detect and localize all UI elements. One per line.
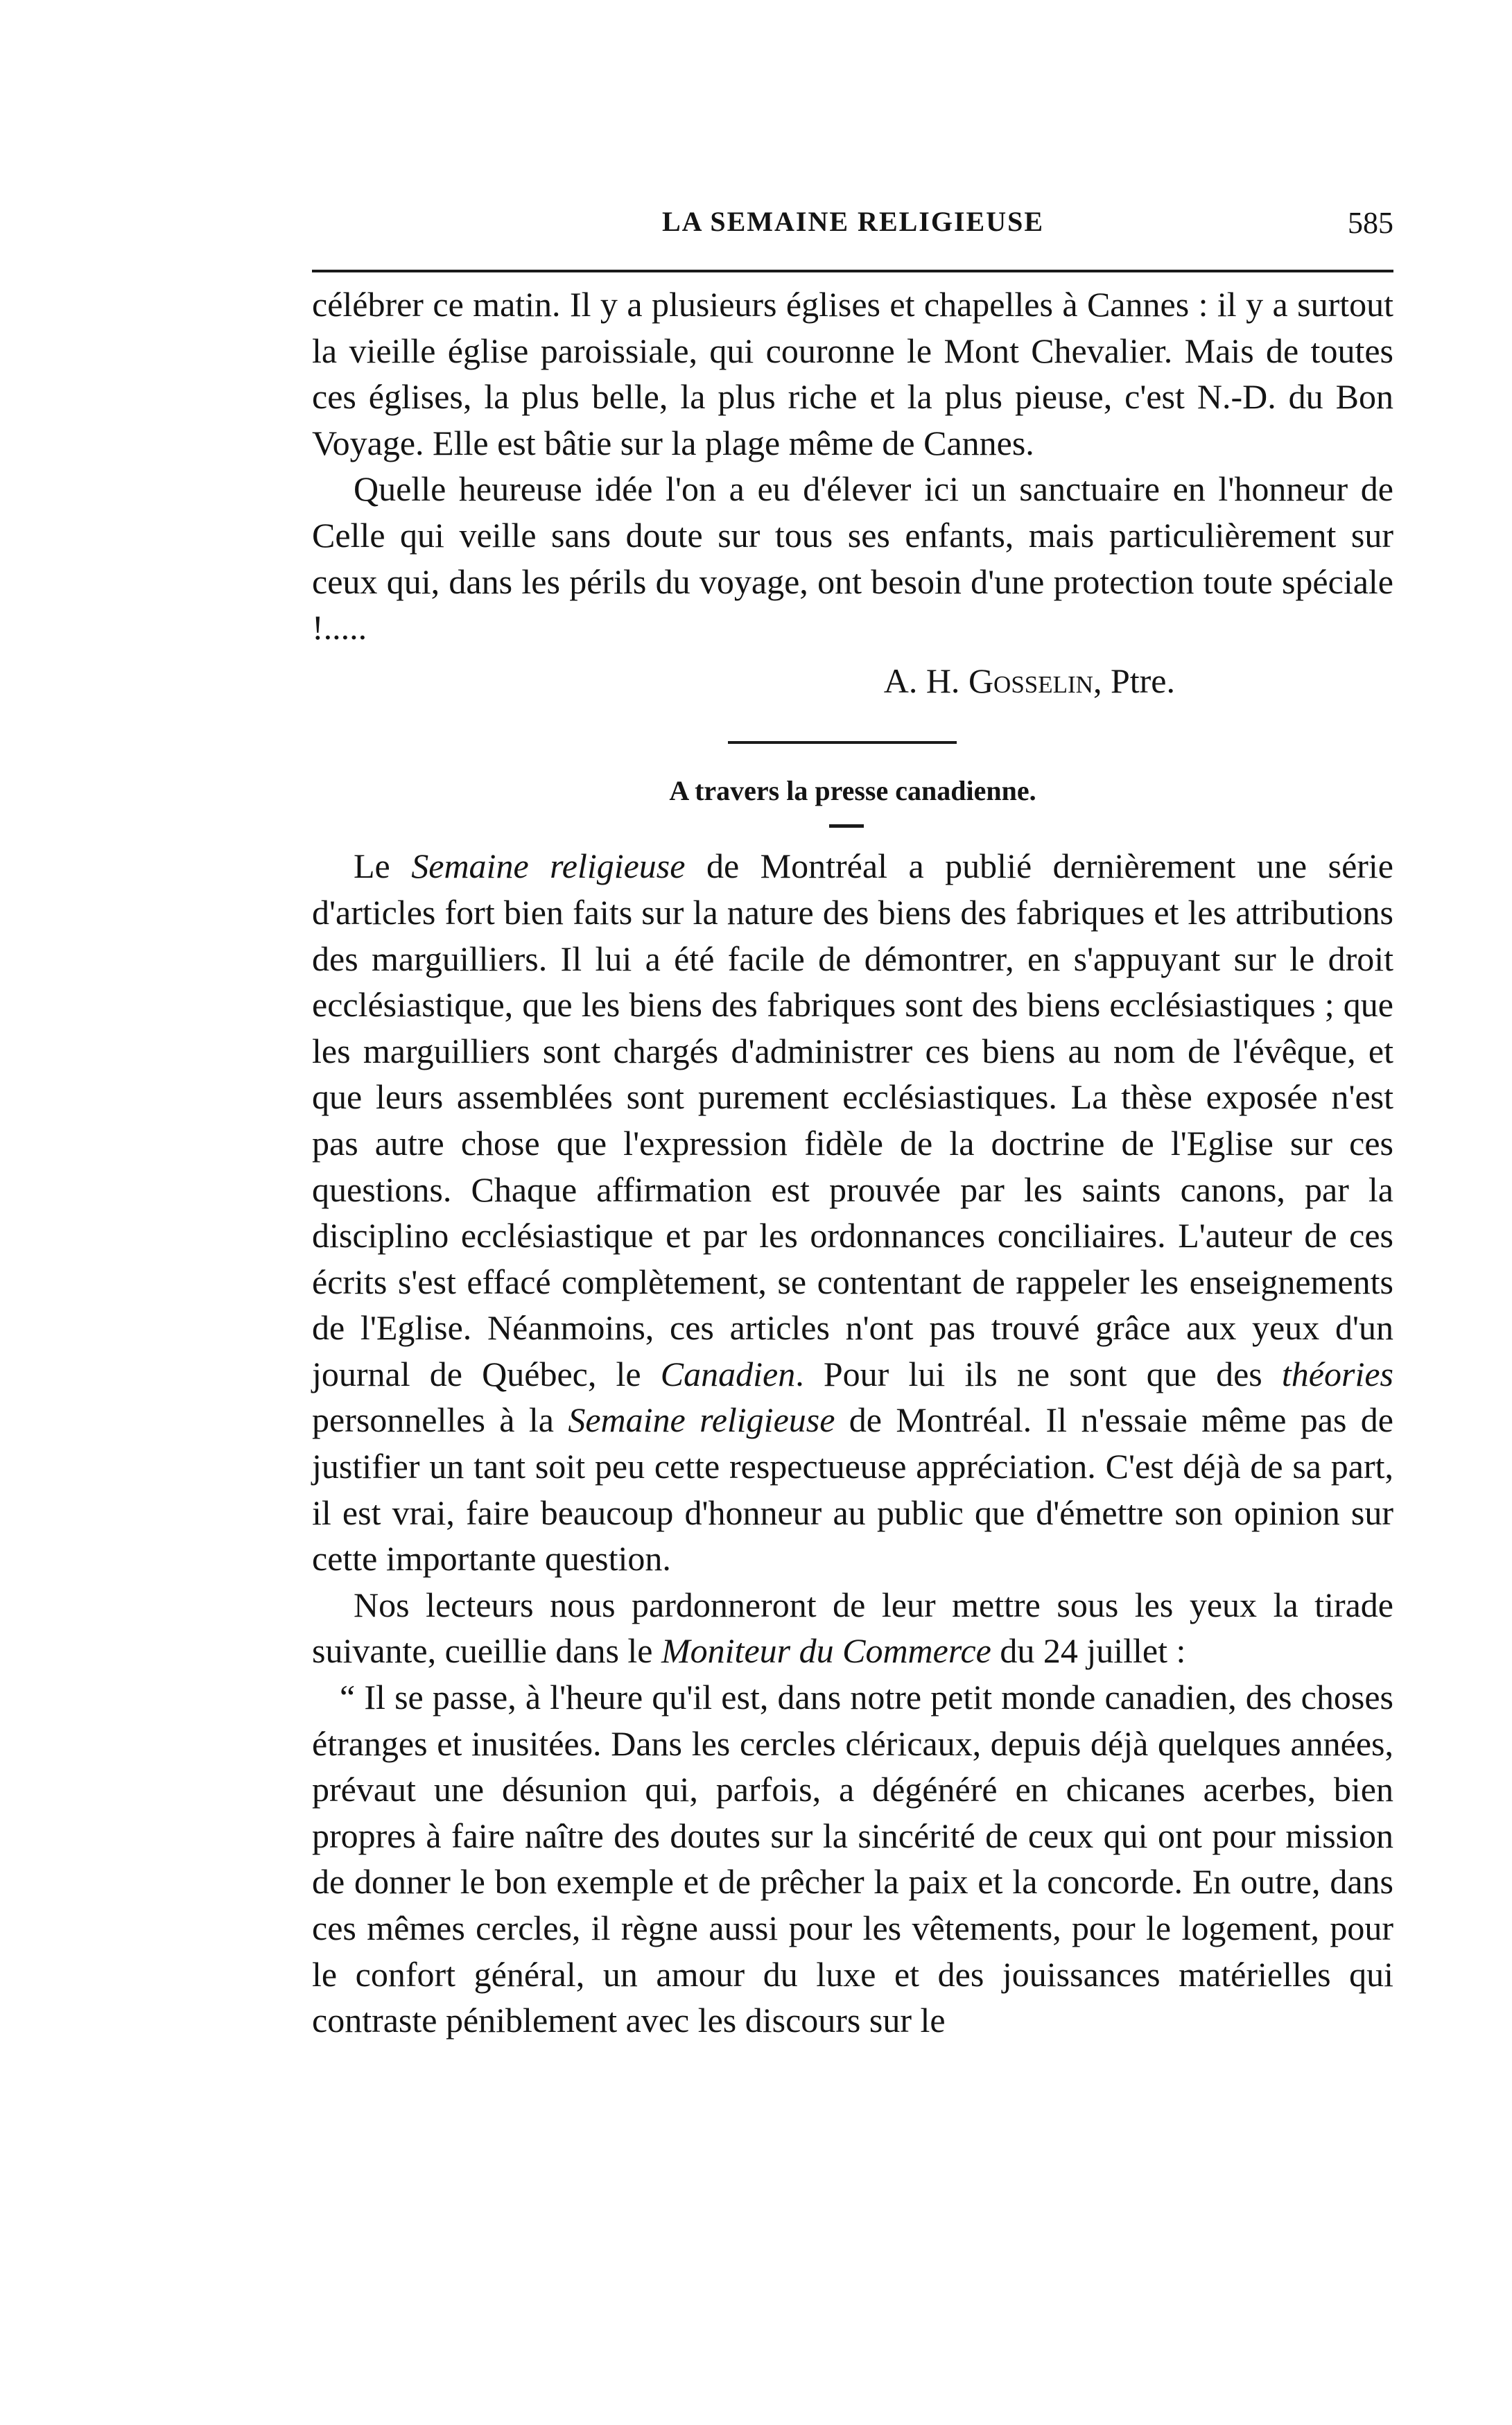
italic-run: Canadien (660, 1354, 796, 1393)
page-number: 585 (1348, 206, 1393, 240)
header-rule (312, 270, 1393, 272)
paragraph-lecteurs (312, 1582, 1393, 1674)
paragraph-continued: célébrer ce matin. Il y a plusieurs églises et chapelles à Cannes : il y a surtout la vieille église paroissiale, qui couronne le Mont Chevalier. Mais de toutes ces églises, la plus belle, la plus riche et la plus pieuse, c'est N.-D. du Bon Voyage. Elle est bâtie sur la plage même de Cannes. (312, 285, 1393, 462)
text-run: Le (354, 846, 412, 886)
text-run: personnelles à la (312, 1400, 568, 1440)
text-run: de Montréal. Il n'essaie même pas de justifier un tant soit peu cette respectueuse appréciation. C'est déjà de sa part, il est vrai, faire beaucoup d'honneur au public que d'émettre son opinion sur cette importante question. (312, 1400, 1393, 1579)
italic-run: Moniteur du Commerce (661, 1631, 991, 1671)
signature-title: , Ptre. (1093, 661, 1175, 700)
section-divider (728, 741, 957, 744)
italic-run: théories (1281, 1354, 1393, 1393)
section-title: A travers la presse canadienne. (669, 775, 1036, 807)
signature-initials: A. H. (883, 661, 968, 700)
signature-name: Gosselin (968, 661, 1093, 700)
text-run: du 24 juillet : (991, 1631, 1186, 1671)
text-run: de Montréal a publié dernièrement une série d'articles fort bien faits sur la nature des biens des fabriques et les attributions des marguilliers. Il lui a été facile de démontrer, en s'appuyant sur le droit ecclésiastique, que les biens des fabriques sont des biens ecclésiastiques ; que les marguilliers sont chargés d'administrer ces biens au nom de l'évêque, et que leurs assemblées sont purement ecclésiastiques. La thèse exposée n'est pas autre chose que l'expression fidèle de la doctrine de l'Eglise sur ces questions. Chaque affirmation est prouvée par les saints canons, par la disciplino ecclésiastique et par les ordonnances conciliaires. L'auteur de ces écrits s'est effacé complètement, se contentant de rappeler les enseignements de l'Eglise. Néanmoins, ces articles n'ont pas trouvé grâce aux yeux d'un journal de Québec, le (312, 846, 1394, 1393)
author-signature (312, 658, 1393, 704)
text-run: Nos lecteurs nous pardonneront de leur mettre sous les yeux la tirade suivante, cueillie dans le (312, 1585, 1393, 1671)
page-body (312, 281, 1393, 2044)
paragraph-semaine (312, 843, 1393, 1582)
running-title: LA SEMAINE RELIGIEUSE (662, 206, 1045, 237)
text-run: . Pour lui ils ne sont que des (795, 1354, 1282, 1393)
title-dash (829, 824, 864, 828)
paragraph-sanctuary: Quelle heureuse idée l'on a eu d'élever ici un sanctuaire en l'honneur de Celle qui veille sans doute sur tous ses enfants, mais particulièrement sur ceux qui, dans les périls du voyage, ont besoin d'une protection toute spéciale !..... (312, 469, 1393, 647)
page-header (312, 205, 1393, 247)
italic-run: Semaine religieuse (411, 846, 686, 886)
italic-run: Semaine religieuse (568, 1400, 835, 1440)
paragraph-quotation: “ Il se passe, à l'heure qu'il est, dans notre petit monde canadien, des choses étranges et inusitées. Dans les cercles cléricaux, depuis déjà quelques années, prévaut une désunion qui, parfois, a dégénéré en chicanes acerbes, bien propres à faire naître des doutes sur la sincérité de ceux qui ont pour mission de donner le bon exemple et de prêcher la paix et la concorde. En outre, dans ces mêmes cercles, il règne aussi pour les vêtements, pour le logement, pour le confort général, un amour du luxe et des jouissances matérielles qui contraste péniblement avec les discours sur le (312, 1678, 1393, 2040)
